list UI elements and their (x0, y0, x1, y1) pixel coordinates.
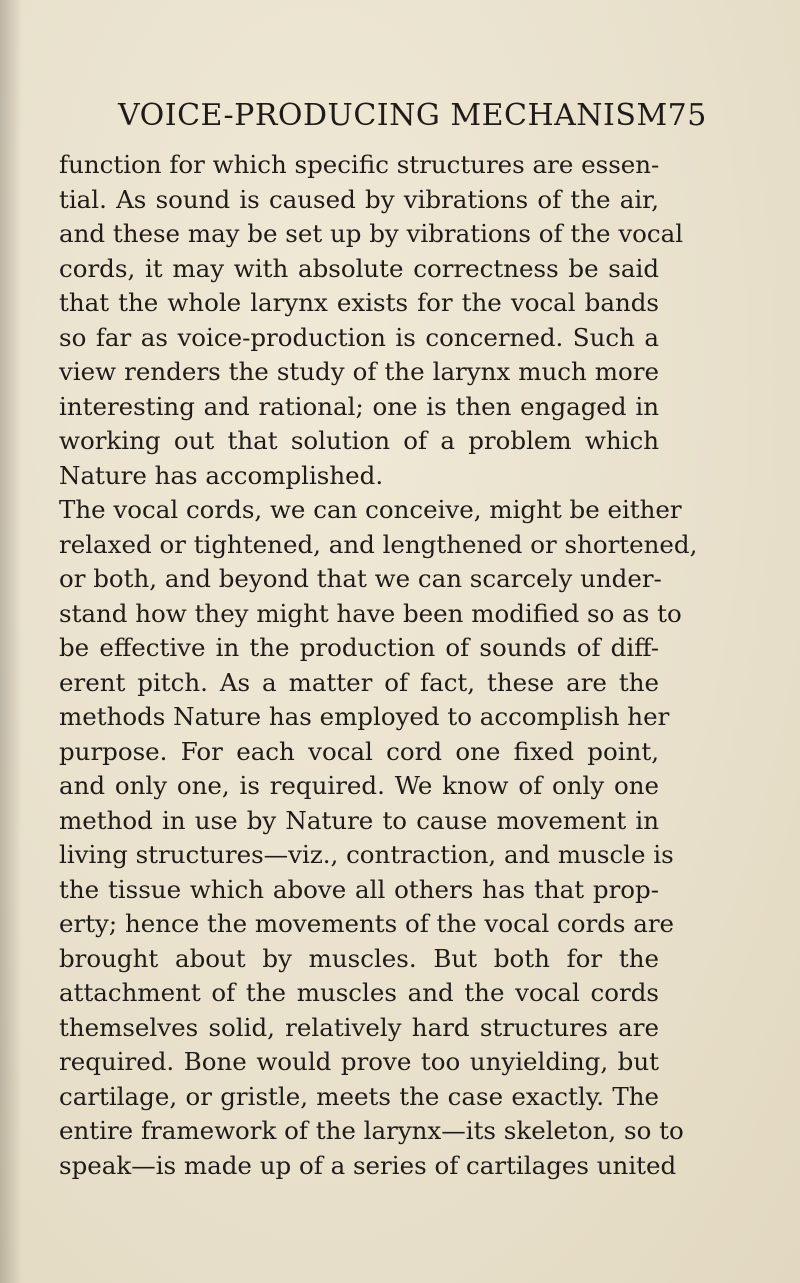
text-line: attachment of the muscles and the vocal cords (59, 978, 659, 1007)
text-line: tial. As sound is caused by vibrations of the air, (59, 184, 659, 214)
text-line: function for which specific structures are essen- (59, 150, 660, 179)
body-text (59, 148, 698, 1183)
running-head (118, 98, 707, 133)
text-line: required. Bone would prove too unyielding, but (59, 1047, 659, 1076)
text-line: and only one, is required. We know of only one (59, 771, 659, 800)
text-line: brought about by muscles. But both for the (59, 943, 659, 973)
paragraph-end-line: Nature has accomplished. (59, 460, 384, 490)
text-line: and these may be set up by vibrations of the vocal (59, 219, 684, 248)
text-line: interesting and rational; one is then engaged in (59, 391, 659, 421)
text-line: view renders the study of the larynx much more (59, 357, 659, 386)
text-line: speak—is made up of a series of cartilages united (59, 1150, 677, 1180)
text-line: stand how they might have been modified so as to (59, 598, 682, 628)
text-line: method in use by Nature to cause movement in (59, 805, 659, 835)
text-line: themselves solid, relatively hard structures are (59, 1012, 659, 1042)
text-line: or both, and beyond that we can scarcely under- (59, 564, 662, 593)
text-line: so far as voice-production is concerned. Such a (59, 322, 659, 352)
text-line: erent pitch. As a matter of fact, these are the (59, 667, 659, 697)
text-line: be effective in the production of sounds of diff- (59, 633, 659, 662)
text-line: erty; hence the movements of the vocal cords are (59, 909, 675, 938)
page-number: 75 (667, 98, 707, 133)
text-line: methods Nature has employed to accomplish her (59, 702, 670, 731)
text-line: living structures—viz., contraction, and muscle is (59, 840, 674, 869)
text-line: purpose. For each vocal cord one fixed point, (59, 736, 659, 766)
text-line: relaxed or tightened, and lengthened or shortened, (59, 529, 698, 559)
text-line: entire framework of the larynx—its skeleton, so to (59, 1116, 684, 1145)
text-line: The vocal cords, we can conceive, might be either (59, 495, 682, 524)
text-line: that the whole larynx exists for the vocal bands (59, 288, 659, 317)
page-gutter-shadow (0, 0, 22, 1283)
text-line: cartilage, or gristle, meets the case exactly. The (59, 1081, 659, 1111)
text-line: working out that solution of a problem which (59, 426, 659, 455)
text-line: cords, it may with absolute correctness be said (59, 253, 659, 283)
running-title: VOICE-PRODUCING MECHANISM (118, 98, 668, 133)
text-line: the tissue which above all others has that prop- (59, 874, 659, 904)
